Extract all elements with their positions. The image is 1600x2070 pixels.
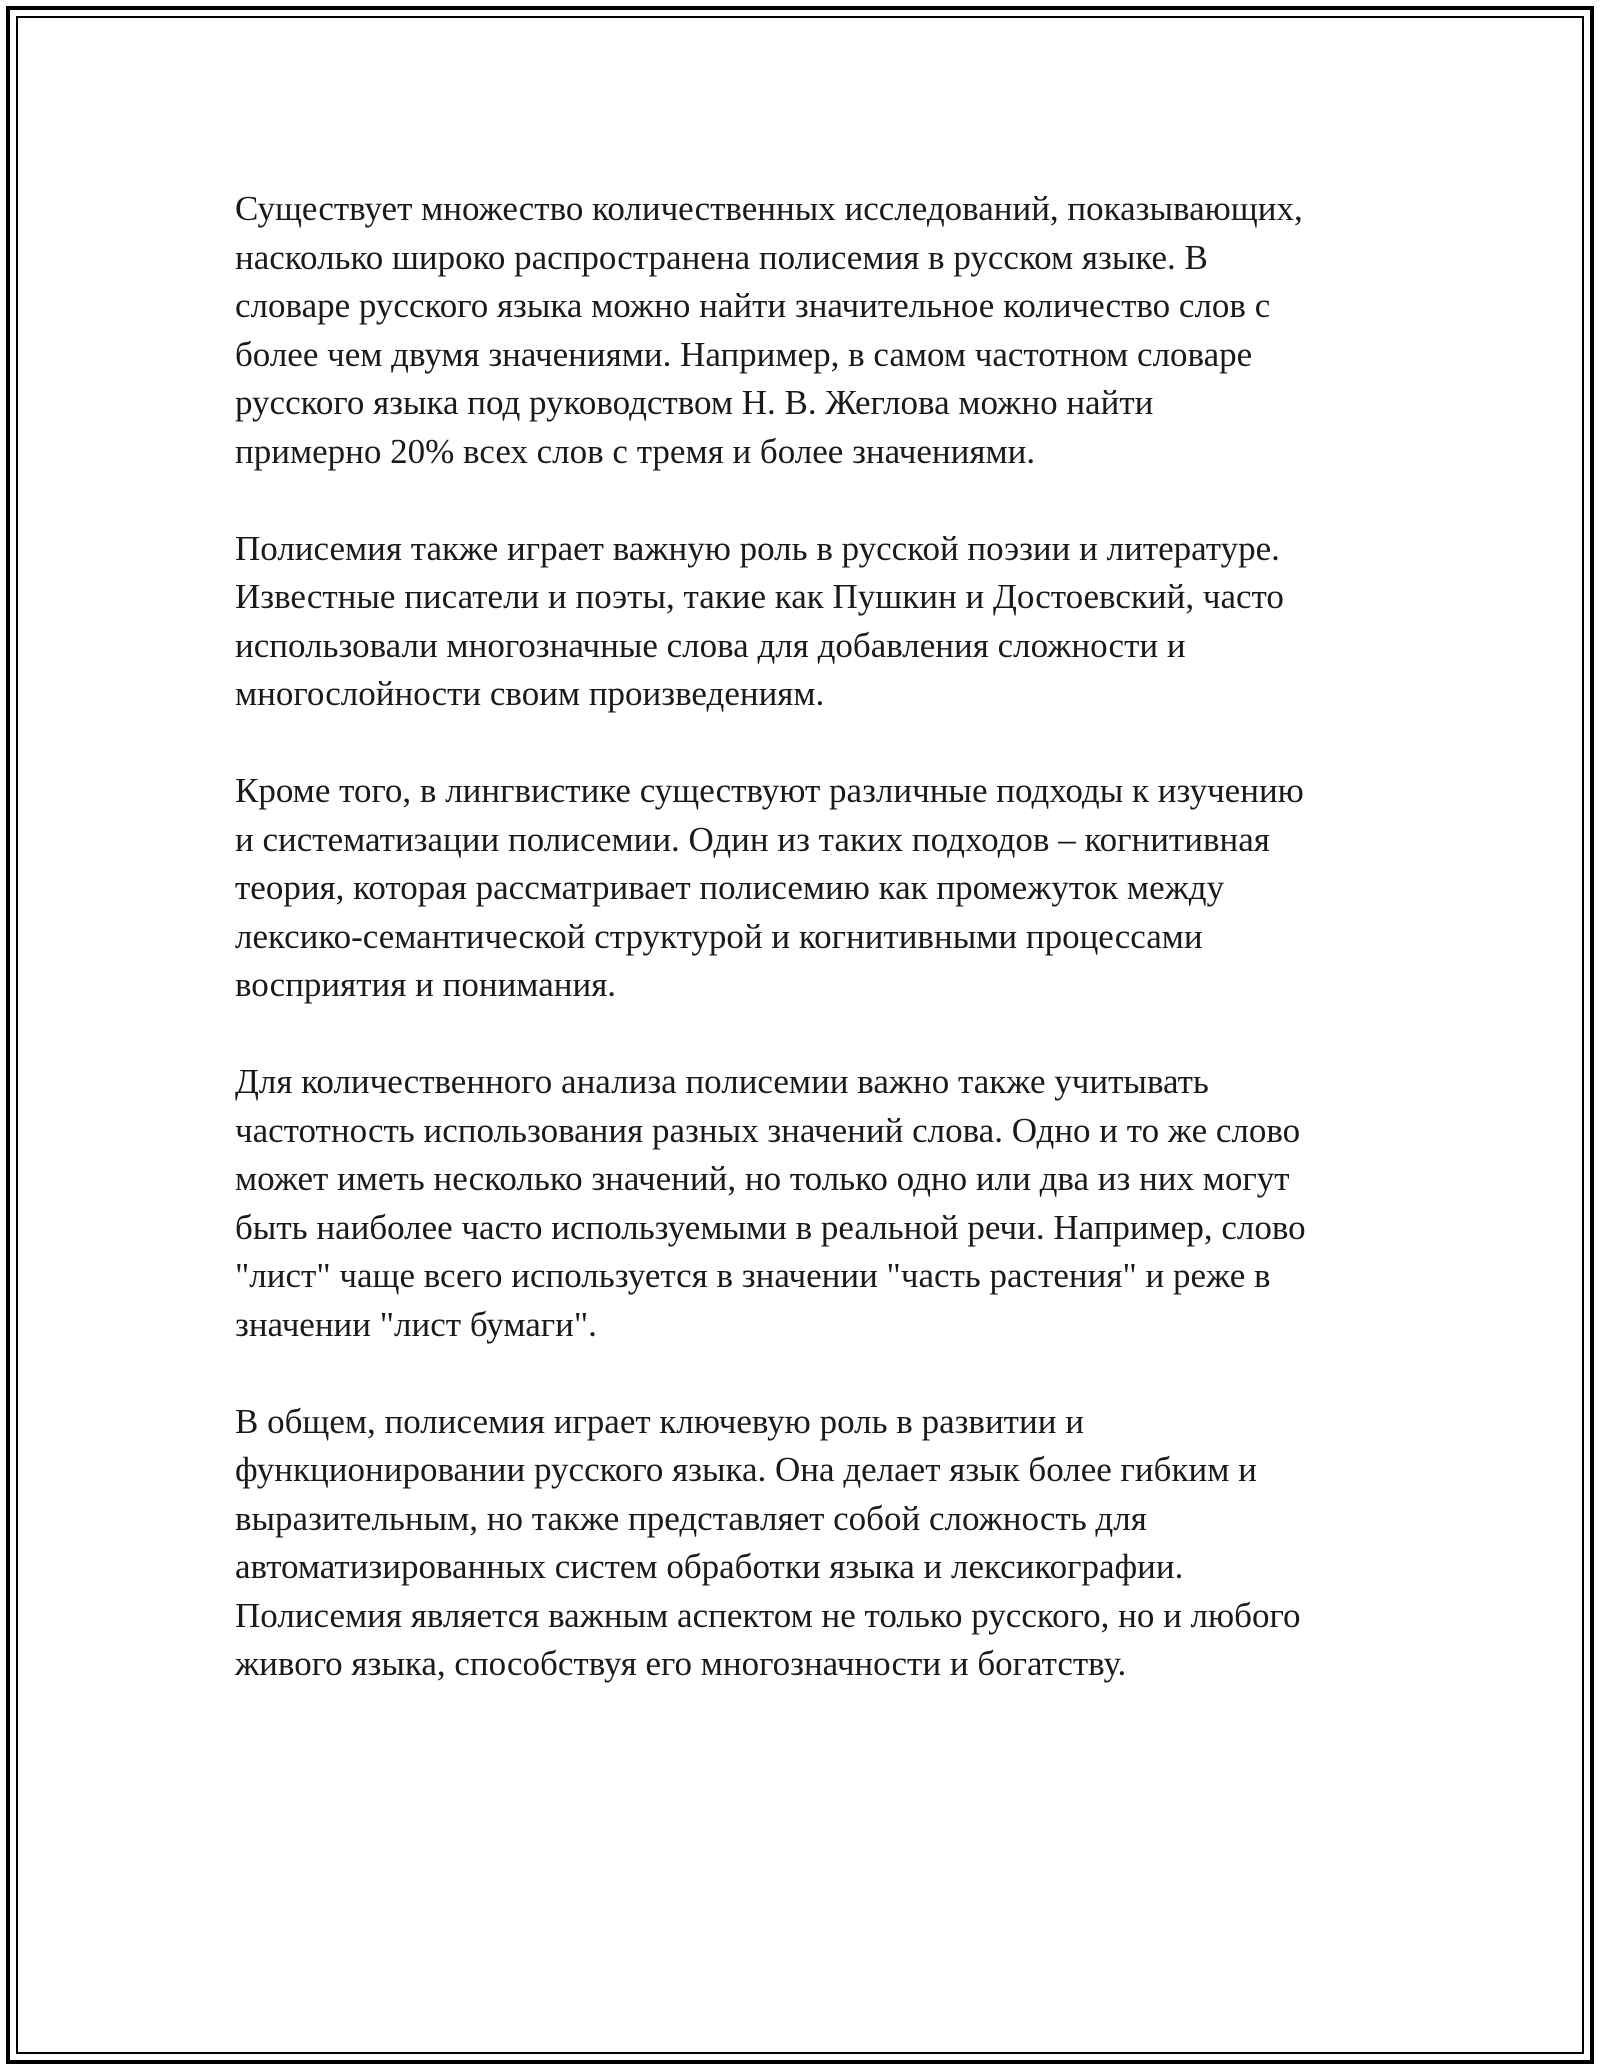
paragraph-polysemy-prevalence: Существует множество количественных исследований, показывающих, насколько широко распространена полисемия в русском языке. В словаре русского языка можно найти значительное количество слов с более чем двумя значениями. Например, в самом частотном словаре русского языка под руководством Н. В. Жеглова можно найти примерно 20% всех слов с тремя и более значениями. [235, 189, 1303, 471]
paragraph-linguistic-approaches: Кроме того, в лингвистике существуют различные подходы к изучению и систематизации полисемии. Один из таких подходов – когнитивная теория, которая рассматривает полисемию как промежуток между лексико-семантической структурой и когнитивными процессами восприятия и понимания. [235, 771, 1304, 1004]
paragraph-quantitative-analysis: Для количественного анализа полисемии важно также учитывать частотность использования разных значений слова. Одно и то же слово может иметь несколько значений, но только одно или два из них могут быть наиболее часто используемыми в реальной речи. Например, слово "лист" чаще всего используется в значении "часть растения" и реже в значении "лист бумаги". [235, 1062, 1306, 1344]
paragraph-poetry-literature: Полисемия также играет важную роль в русской поэзии и литературе. Известные писатели и поэты, такие как Пушкин и Достоевский, часто использовали многозначные слова для добавления сложности и многослойности своим произведениям. [235, 528, 1284, 713]
document-body [235, 185, 1395, 1737]
paragraph-conclusion: В общем, полисемия играет ключевую роль в развитии и функционировании русского языка. Она делает язык более гибким и выразительным, но также представляет собой сложность для автоматизированных систем обработки языка и лексикографии. Полисемия является важным аспектом не только русского, но и любого живого языка, способствуя его многозначности и богатству. [235, 1401, 1301, 1683]
